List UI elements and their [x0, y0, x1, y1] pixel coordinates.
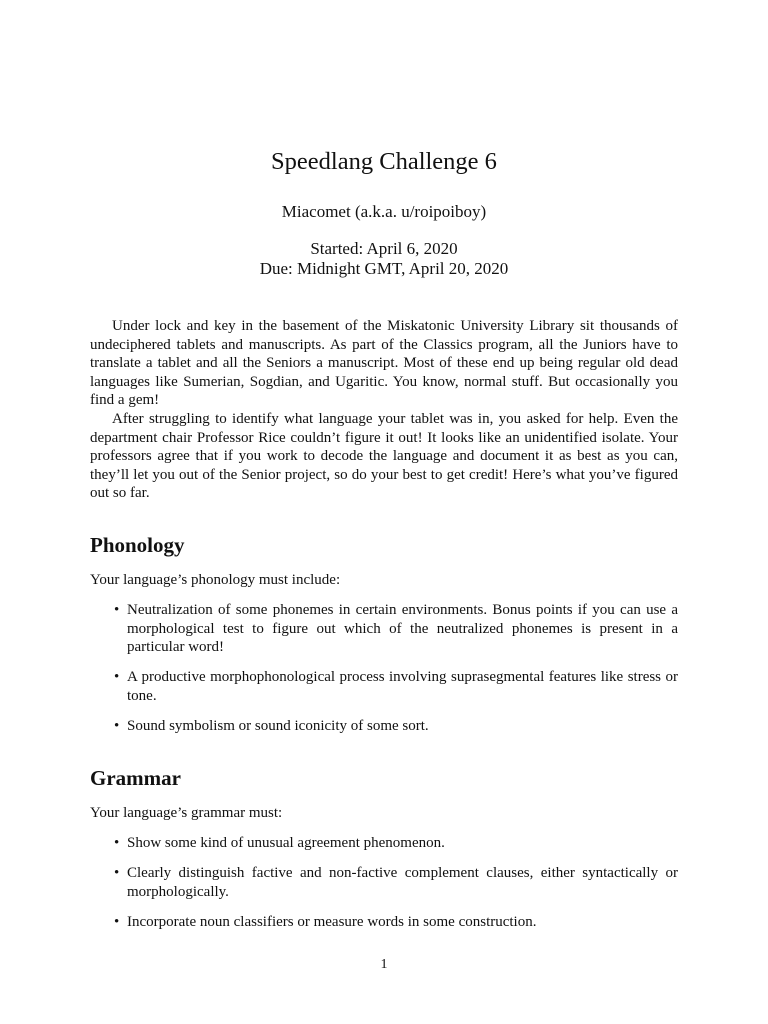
section-heading-grammar: Grammar: [90, 766, 181, 790]
list-item: [90, 717, 678, 736]
list-item-text: Incorporate noun classifiers or measure words in some construction.: [127, 913, 537, 930]
section-lead-grammar: Your language’s grammar must:: [90, 805, 283, 821]
document-author: Miacomet (a.k.a. u/roipoiboy): [281, 202, 487, 221]
list-item: [90, 864, 678, 901]
list-item-text: A productive morphophonological process involving suprasegmental features like stress or tone.: [127, 669, 678, 704]
list-item: [90, 834, 678, 853]
bullet-icon: •: [114, 669, 120, 686]
start-date: Started: April 6, 2020: [310, 239, 458, 258]
list-item-text: Neutralization of some phonemes in certain environments. Bonus points if you can use a morphological test to figure out which of the neutralized phonemes is present in a particular word!: [127, 602, 678, 656]
list-item: [90, 668, 678, 705]
document-page: [90, 0, 678, 1024]
list-item-text: Sound symbolism or sound iconicity of some sort.: [127, 717, 429, 734]
list-item-text: Show some kind of unusual agreement phenomenon.: [127, 835, 445, 851]
bullet-icon: •: [114, 913, 120, 930]
list-item: [90, 913, 678, 932]
section-heading-phonology: Phonology: [90, 533, 185, 557]
bullet-icon: •: [114, 717, 120, 734]
intro-paragraph: After struggling to identify what language your tablet was in, you asked for help. Even the department chair Professor Rice couldn’t figure it out! It looks like an unidentified isolate. Your professors agree that if you work to decode the language and document it as best as you can, they’ll let you out of the Senior project, so do your best to get credit! Here’s what you’ve figured out so far.: [90, 410, 678, 502]
phonology-requirements-list: [90, 601, 678, 747]
document-dates: [90, 239, 678, 279]
intro-paragraph: Under lock and key in the basement of the Miskatonic University Library sit thousands of undeciphered tablets and manuscripts. As part of the Classics program, all the Juniors have to translate a tablet and all the Seniors a manuscript. Most of these end up being regular old dead languages like Sumerian, Sogdian, and Ugaritic. You know, normal stuff. But occasionally you find a gem!: [90, 318, 678, 409]
section-lead-phonology: Your language’s phonology must include:: [90, 572, 341, 588]
page-number: 1: [380, 957, 388, 972]
bullet-icon: •: [114, 602, 120, 618]
list-item: [90, 601, 678, 657]
intro-section: [90, 317, 678, 503]
grammar-requirements-list: [90, 834, 678, 943]
list-item-text: Clearly distinguish factive and non-factive complement clauses, either syntactically or morphologically.: [127, 865, 678, 900]
bullet-icon: •: [114, 865, 120, 882]
bullet-icon: •: [114, 835, 120, 851]
due-date: Due: Midnight GMT, April 20, 2020: [259, 259, 509, 278]
document-title: Speedlang Challenge 6: [271, 148, 497, 175]
